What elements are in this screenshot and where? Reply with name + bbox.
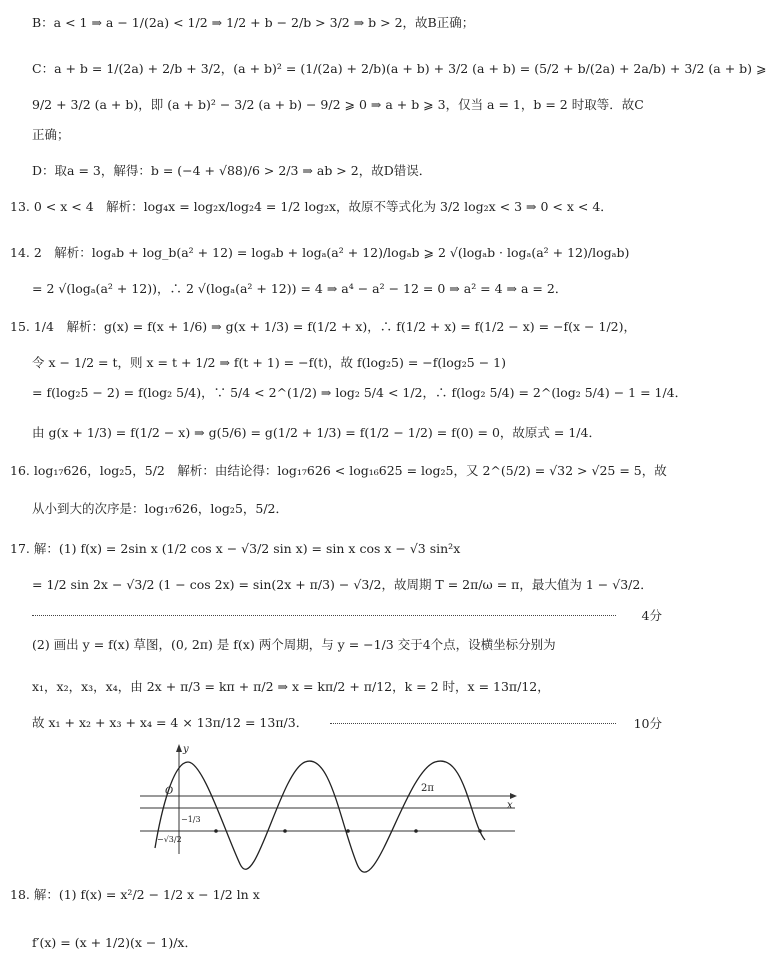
two-pi-label: 2π <box>421 783 434 794</box>
option-c-line-1: C：a + b = 1/(2a) + 2/b + 3/2，(a + b)² = (1/(2a) + 2/b)(a + b) + 3/2 (a + b) = (5/2 + b/(2a) + 2a/b) + 3/2 (a + b) ⩾ <box>32 61 767 76</box>
neg-sqrt3-half-label: −√3/2 <box>157 835 182 844</box>
score-4: 4分 <box>641 608 662 623</box>
problem-15-line-2: 令 x − 1/2 = t，则 x = t + 1/2 ⇒ f(t + 1) = −f(t)，故 f(log₂5) = −f(log₂5 − 1) <box>32 355 506 370</box>
y-axis-arrow <box>176 744 182 752</box>
intersection-point <box>478 829 482 833</box>
intersection-point <box>214 829 218 833</box>
x-axis-label: x <box>507 800 513 811</box>
problem-17-part2-line-3: 故 x₁ + x₂ + x₃ + x₄ = 4 × 13π/12 = 13π/3． <box>32 715 309 730</box>
problem-14-line-2: = 2 √(logₐ(a² + 12))，∴ 2 √(logₐ(a² + 12)) = 4 ⇒ a⁴ − a² − 12 = 0 ⇒ a² = 4 ⇒ a = 2． <box>32 281 568 296</box>
problem-14-line-1: 14. 2 解析：logₐb + log_b(a² + 12) = logₐb + logₐ(a² + 12)/logₐb ⩾ 2 √(logₐb · logₐ(a² + 12)/logₐb) <box>10 245 630 260</box>
intersection-point <box>283 829 287 833</box>
problem-18-line-2: f′(x) = (x + 1/2)(x − 1)/x． <box>32 935 197 950</box>
option-d-line: D：取a = 3，解得：b = (−4 + √88)/6 > 2/3 ⇒ ab > 2，故D错误． <box>32 163 432 178</box>
sine-sketch-graph <box>135 742 520 860</box>
problem-17-part2-line-2: x₁，x₂，x₃，x₄，由 2x + π/3 = kπ + π/2 ⇒ x = kπ/2 + π/12，k = 2 时，x = 13π/12， <box>32 679 550 694</box>
y-axis-label: y <box>183 744 189 755</box>
problem-17-line-1: 17. 解：(1) f(x) = 2sin x (1/2 cos x − √3/2 sin x) = sin x cos x − √3 sin²x <box>10 541 461 556</box>
score-row-2 <box>330 714 662 732</box>
problem-13-line: 13. 0 < x < 4 解析：log₄x = log₂x/log₂4 = 1/2 log₂x，故原不等式化为 3/2 log₂x < 3 ⇒ 0 < x < 4． <box>10 199 613 214</box>
option-c-line-2: 9/2 + 3/2 (a + b)，即 (a + b)² − 3/2 (a + b) − 9/2 ⩾ 0 ⇒ a + b ⩾ 3，仅当 a = 1，b = 2 时取等．故C <box>32 97 644 112</box>
score-row-1 <box>32 606 662 624</box>
dotted-leader <box>330 723 616 724</box>
problem-15-line-3: = f(log₂5 − 2) = f(log₂ 5/4)，∵ 5/4 < 2^(1/2) ⇒ log₂ 5/4 < 1/2，∴ f(log₂ 5/4) = 2^(log₂ 5/4) − 1 = 1/4． <box>32 385 688 400</box>
neg-third-label: −1/3 <box>181 815 201 824</box>
problem-17-part2-line-1: (2) 画出 y = f(x) 草图，(0, 2π) 是 f(x) 两个周期，与 y = −1/3 交于4个点，设横坐标分别为 <box>32 637 556 652</box>
problem-17-line-2: = 1/2 sin 2x − √3/2 (1 − cos 2x) = sin(2x + π/3) − √3/2，故周期 T = 2π/ω = π，最大值为 1 − √3/2． <box>32 577 653 592</box>
problem-16-line-2: 从小到大的次序是：log₁₇626，log₂5，5/2． <box>32 501 289 516</box>
option-b-line: B：a < 1 ⇒ a − 1/(2a) < 1/2 ⇒ 1/2 + b − 2/b > 3/2 ⇒ b > 2，故B正确； <box>32 15 475 30</box>
problem-15-line-1: 15. 1/4 解析：g(x) = f(x + 1/6) ⇒ g(x + 1/3) = f(1/2 + x)，∴ f(1/2 + x) = f(1/2 − x) = −f(x − 1/2)， <box>10 319 637 334</box>
problem-15-line-4: 由 g(x + 1/3) = f(1/2 − x) ⇒ g(5/6) = g(1/2 + 1/3) = f(1/2 − 1/2) = f(0) = 0，故原式 = 1/4． <box>32 425 601 440</box>
origin-label: O <box>165 786 174 797</box>
intersection-point <box>346 829 350 833</box>
x-axis-arrow <box>510 793 517 799</box>
problem-18-line-1: 18. 解：(1) f(x) = x²/2 − 1/2 x − 1/2 ln x <box>10 887 260 902</box>
option-c-line-3: 正确； <box>32 127 70 142</box>
score-10: 10分 <box>633 716 662 731</box>
dotted-leader <box>32 615 616 616</box>
sine-curve <box>155 761 485 872</box>
problem-16-line-1: 16. log₁₇626，log₂5，5/2 解析：由结论得：log₁₇626 < log₁₆625 = log₂5，又 2^(5/2) = √32 > √25 = 5，故 <box>10 463 667 478</box>
intersection-point <box>414 829 418 833</box>
